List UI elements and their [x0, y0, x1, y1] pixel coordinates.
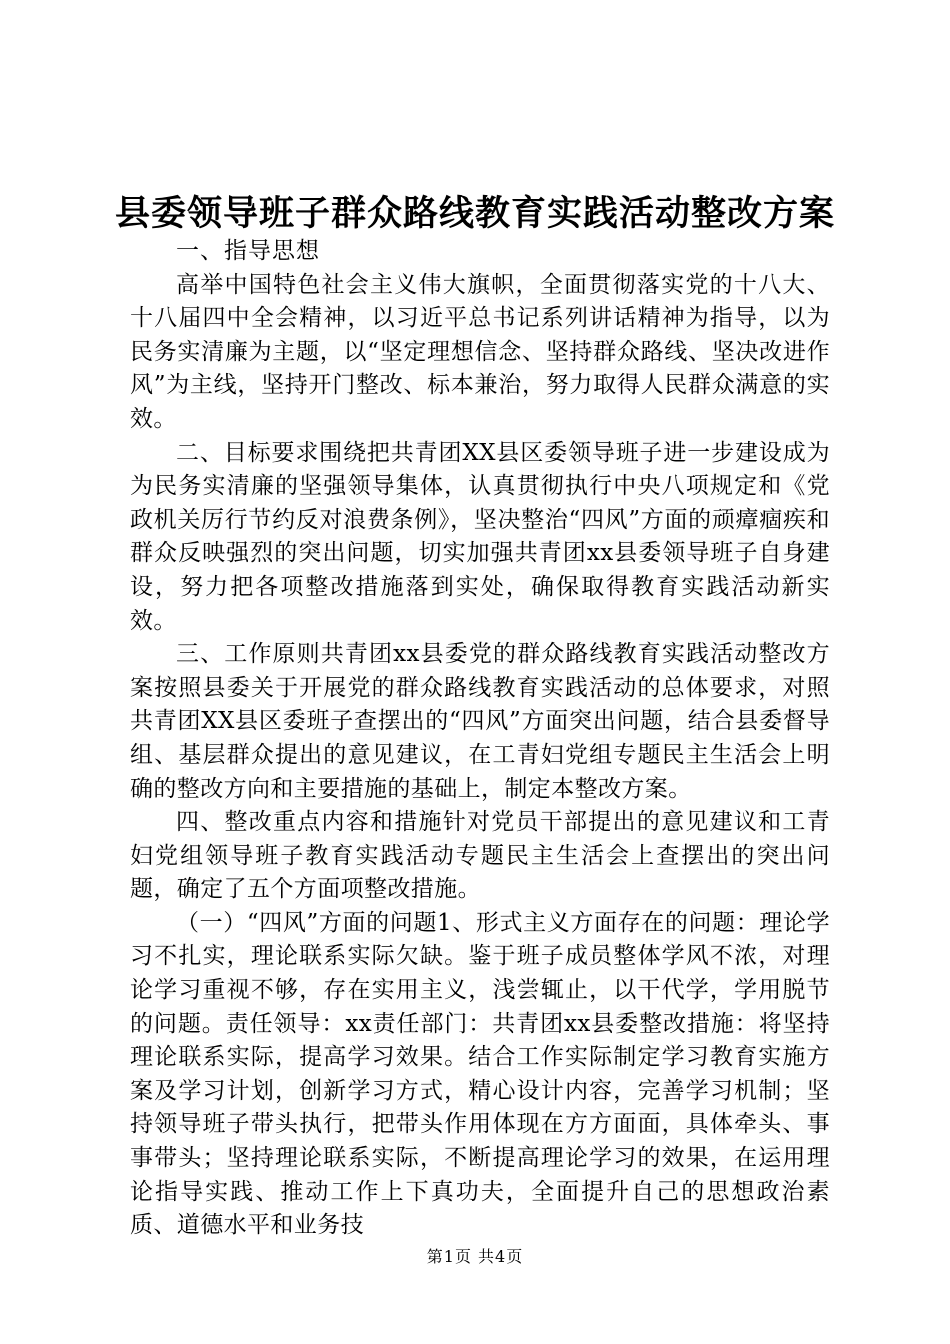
paragraph-guiding-ideology: 高举中国特色社会主义伟大旗帜，全面贯彻落实党的十八大、十八届四中全会精神，以习近平总书记系列讲话精神为指导，以为民务实清廉为主题，以“坚定理想信念、坚持群众路线、坚决改进作风”为主线，坚持开门整改、标本兼治，努力取得人民群众满意的实效。: [130, 271, 830, 432]
paragraph-rectification-focus: 四、整改重点内容和措施针对党员干部提出的意见建议和工青妇党组领导班子教育实践活动专题民主生活会上查摆出的突出问题，确定了五个方面项整改措施。: [130, 809, 830, 903]
page-number: 第1页 共4页: [426, 1247, 524, 1266]
document-body: [130, 235, 830, 1243]
paragraph-principles: 三、工作原则共青团xx县委党的群众路线教育实践活动整改方案按照县委关于开展党的群众路线教育实践活动的总体要求，对照共青团XX县区委班子查摆出的“四风”方面突出问题，结合县委督导组、基层群众提出的意见建议，在工青妇党组专题民主生活会上明确的整改方向和主要措施的基础上，制定本整改方案。: [130, 641, 830, 802]
paragraph-goals: 二、目标要求围绕把共青团XX县区委领导班子进一步建设成为为民务实清廉的坚强领导集体，认真贯彻执行中央八项规定和《党政机关厉行节约反对浪费条例》，坚决整治“四风”方面的顽瘴痼疾和群众反映强烈的突出问题，切实加强共青团xx县委领导班子自身建设，努力把各项整改措施落到实处，确保取得教育实践活动新实效。: [130, 439, 830, 634]
section-heading-guiding-ideology: 一、指导思想: [176, 238, 320, 264]
paragraph-four-winds-issues: （一）“四风”方面的问题1、形式主义方面存在的问题：理论学习不扎实，理论联系实际欠缺。鉴于班子成员整体学风不浓，对理论学习重视不够，存在实用主义，浅尝辄止，以干代学，学用脱节的问题。责任领导：xx责任部门：共青团xx县委整改措施：将坚持理论联系实际，提高学习效果。结合工作实际制定学习教育实施方案及学习计划，创新学习方式，精心设计内容，完善学习机制；坚持领导班子带头执行，把带头作用体现在方方面面，具体牵头、事事带头；坚持理论联系实际，不断提高理论学习的效果，在运用理论指导实践、推动工作上下真功夫，全面提升自己的思想政治素质、道德水平和业务技: [130, 909, 830, 1239]
document-title: 县委领导班子群众路线教育实践活动整改方案: [114, 193, 835, 234]
